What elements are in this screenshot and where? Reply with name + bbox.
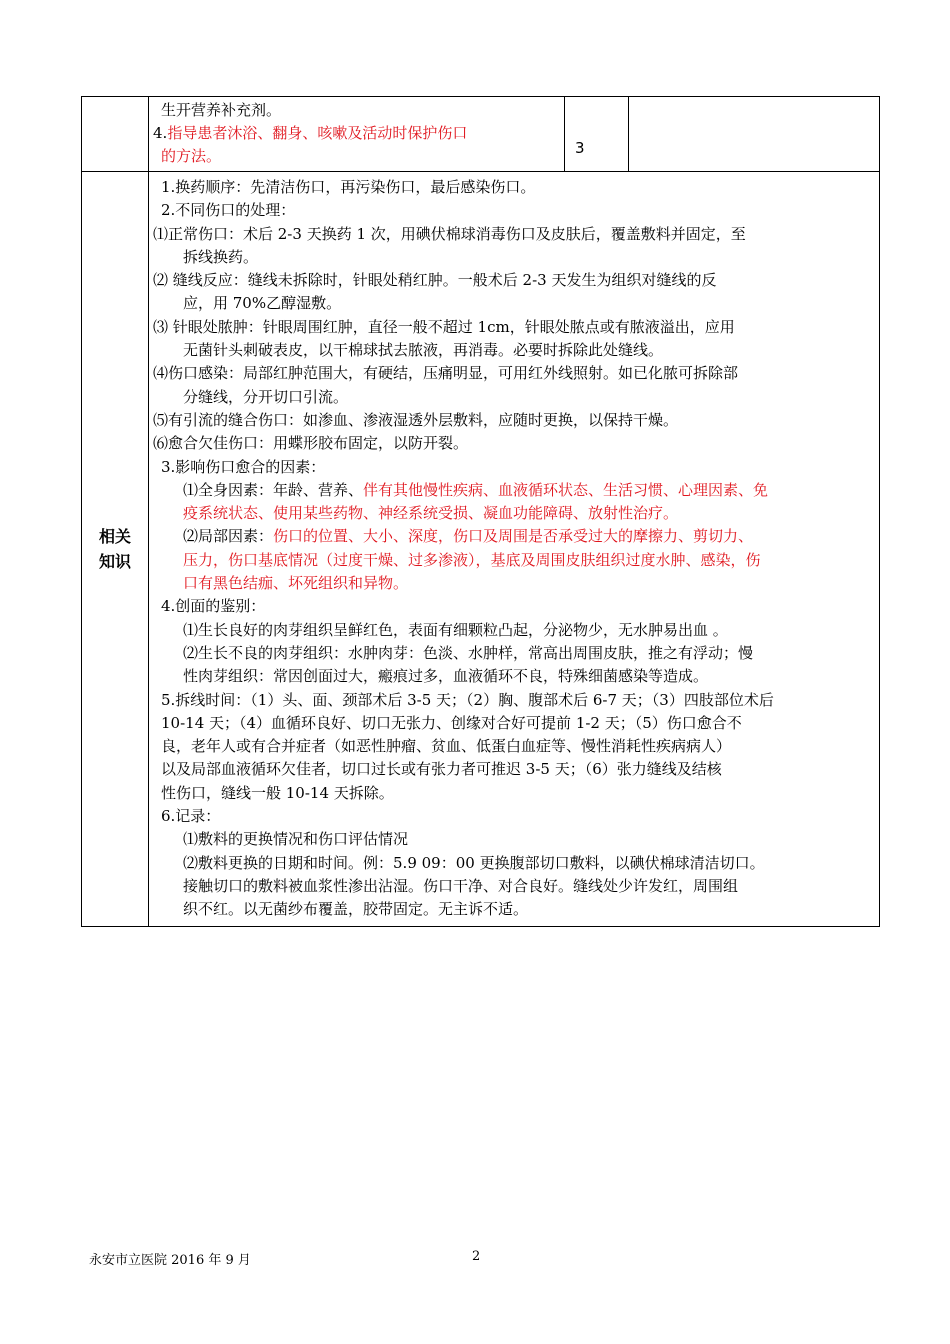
text-line: 生开营养补充剂。 xyxy=(161,101,282,119)
score-value: 3 xyxy=(575,139,585,157)
text-line: 良，老年人或有合并症者（如恶性肿瘤、贫血、低蛋白血症等、慢性消耗性疾病病人） xyxy=(161,737,732,756)
text-line: 压力，伤口基底情况（过度干燥、过多渗液），基底及周围皮肤组织过度水肿、感染，伤 xyxy=(183,550,761,569)
text-line: 接触切口的敷料被血浆性渗出沾湿。伤口干净、对合良好。缝线处少许发红，周围组 xyxy=(183,876,739,895)
text-line: 5.拆线时间：（1）头、面、颈部术后 3-5 天；（2）胸、腹部术后 6-7 天；（3）四肢部位术后 xyxy=(161,690,774,709)
text-line: ⑴敷料的更换情况和伤口评估情况 xyxy=(183,830,409,849)
table-row-knowledge xyxy=(82,172,880,927)
content-cell-top xyxy=(149,97,565,172)
knowledge-content-cell xyxy=(149,172,880,927)
text-line: 的方法。 xyxy=(161,147,222,165)
text-line: 6.记录： xyxy=(161,807,221,826)
text-line: 分缝线，分开切口引流。 xyxy=(183,387,349,406)
text-line: 性伤口，缝线一般 10-14 天拆除。 xyxy=(161,783,394,802)
text-line: ⑵ 缝线反应：缝线未拆除时，针眼处稍红肿。一般术后 2-3 天发生为组织对缝线的反 xyxy=(153,271,717,290)
text-line: 应，用 70%乙醇湿敷。 xyxy=(183,294,342,313)
text-line: 织不红。以无菌纱布覆盖，胶带固定。无主诉不适。 xyxy=(183,900,529,919)
page-footer: 永安市立医院 2016 年 9 月 xyxy=(89,1253,251,1268)
remark-cell-empty xyxy=(629,97,880,172)
table-row-top xyxy=(82,97,880,172)
score-cell xyxy=(565,97,629,172)
text-line: ⑴生长良好的肉芽组织呈鲜红色，表面有细颗粒凸起，分泌物少，无水肿易出血 。 xyxy=(183,620,728,639)
text-line: ⑵生长不良的肉芽组织：水肿肉芽：色淡、水肿样，常高出周围皮肤，推之有浮动；慢 xyxy=(183,643,754,662)
text-line: 10-14 天；（4）血循环良好、切口无张力、创缘对合好可提前 1-2 天；（5）伤口愈合不 xyxy=(161,713,742,732)
text-line: ⑹愈合欠佳伤口：用蝶形胶布固定，以防开裂。 xyxy=(153,434,469,453)
text-line: 1.换药顺序：先清洁伤口，再污染伤口，最后感染伤口。 xyxy=(161,178,536,196)
text-line: 2.不同伤口的处理： xyxy=(161,201,296,220)
text-line: ⑴正常伤口：术后 2-3 天换药 1 次，用碘伏棉球消毒伤口及皮肤后，覆盖敷料并固定，至 xyxy=(153,224,746,243)
text-line: ⑴全身因素：年龄、营养、伴有其他慢性疾病、血液循环状态、生活习惯、心理因素、免 xyxy=(183,480,769,499)
text-line: 疫系统状态、使用某些药物、神经系统受损、凝血功能障碍、放射性治疗。 xyxy=(183,504,679,523)
text-line: ⑵局部因素：伤口的位置、大小、深度，伤口及周围是否承受过大的摩擦力、剪切力、 xyxy=(183,527,754,546)
text-line: 无菌针头刺破表皮，以干棉球拭去脓液，再消毒。必要时拆除此处缝线。 xyxy=(183,341,664,360)
text-line: ⑵敷料更换的日期和时间。例：5.9 09：00 更换腹部切口敷料，以碘伏棉球清洁切口。 xyxy=(183,853,765,872)
text-line: 拆线换药。 xyxy=(183,247,259,266)
content-table xyxy=(81,96,880,927)
section-label-cell xyxy=(82,172,149,927)
section-label-line: 相关 xyxy=(98,526,131,546)
text-line: ⑶ 针眼处脓肿：针眼周围红肿，直径一般不超过 1cm，针眼处脓点或有脓液溢出，应用 xyxy=(153,317,735,336)
text-line: 口有黑色结痂、坏死组织和异物。 xyxy=(183,574,409,593)
page-number: 2 xyxy=(472,1249,481,1264)
section-label-line: 知识 xyxy=(98,551,131,571)
text-line: 性肉芽组织：常因创面过大，瘢痕过多，血液循环不良，特殊细菌感染等造成。 xyxy=(183,667,709,686)
label-cell-empty xyxy=(82,97,149,172)
text-line: ⑸有引流的缝合伤口：如渗血、渗液湿透外层敷料，应随时更换，以保持干燥。 xyxy=(153,410,679,429)
text-line: 4.指导患者沐浴、翻身、咳嗽及活动时保护伤口 xyxy=(153,124,468,142)
text-line: 以及局部血液循环欠佳者，切口过长或有张力者可推迟 3-5 天；（6）张力缝线及结核 xyxy=(161,760,722,779)
text-line: 3.影响伤口愈合的因素： xyxy=(161,457,326,476)
text-line: 4.创面的鉴别： xyxy=(161,597,266,616)
text-line: ⑷伤口感染：局部红肿范围大，有硬结，压痛明显，可用红外线照射。如已化脓可拆除部 xyxy=(153,364,739,383)
